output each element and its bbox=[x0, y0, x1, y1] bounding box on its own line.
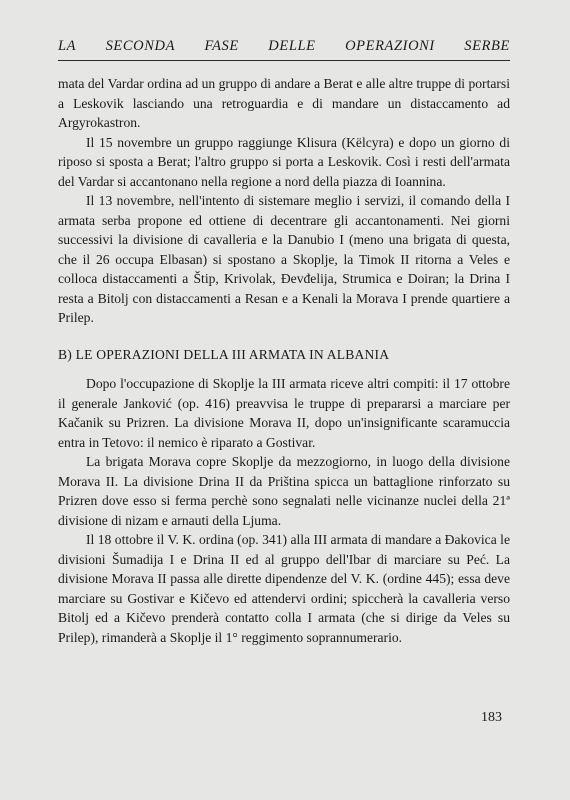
header-word: FASE bbox=[204, 38, 239, 54]
paragraph: Il 13 novembre, nell'intento di sistemare meglio i servizi, il comando della I armata serba propone ed ottiene di decentrare gli accantonamenti. Nei giorni successivi la divisione di cavalleria e la Danubio I (meno una brigata di questa, che il 26 occupa Elbasan) si spostano a Skoplje, la Timok II ritorna a Veles e colloca distaccamenti a Štip, Krivolak, Đevđelija, Strumica e Doiran; la Drina I resta a Bitolj con distaccamenti a Resan e a Kenali la Morava I prende quartiere a Prilep. bbox=[58, 193, 510, 325]
header-rule bbox=[58, 60, 510, 61]
section-heading: B) LE OPERAZIONI DELLA III ARMATA IN ALBANIA bbox=[58, 346, 390, 362]
paragraph: Dopo l'occupazione di Skoplje la III armata riceve altri compiti: il 17 ottobre il generale Janković (op. 416) preavvisa le truppe di prepararsi a marciare per Kačanik su Prizren. La divisione Morava II, dopo un'insignificante scaramuccia entra in Tetovo: il nemico è riparato a Gostivar. bbox=[58, 376, 510, 450]
paragraph: Il 15 novembre un gruppo raggiunge Klisura (Këlcyra) e dopo un giorno di riposo si sposta a Berat; l'altro gruppo si porta a Leskovik. Così i resti dell'armata del Vardar si accantonano nella regione a nord della piazza di Ioannina. bbox=[58, 134, 510, 189]
paragraph: Il 18 ottobre il V. K. ordina (op. 341) alla III armata di mandare a Đakovica le divisioni Šumadija I e Drina II ed al gruppo dell'Ibar di marciare su Peć. La divisione Morava II passa alle dirette dipendenze del V. K. (ordine 445); essa deve marciare su Gostivar e Kičevo ed attendervi ordini; spiccherà la cavalleria verso Bitolj ed a Kičevo prenderà contatto colla I armata (che si dirige da Veles su Prilep), rimanderà a Skoplje il 1° reggimento soprannumerario. bbox=[58, 532, 510, 645]
header-word: LA bbox=[58, 38, 77, 54]
header-word: DELLE bbox=[268, 38, 316, 54]
page-number: 183 bbox=[481, 710, 502, 725]
header-word: OPERAZIONI bbox=[345, 38, 435, 54]
paragraph: mata del Vardar ordina ad un gruppo di andare a Berat e alle altre truppe di portarsi a Leskovik lasciando una retroguardia e di mandare un distaccamento ad Argyrokastron. bbox=[58, 76, 510, 130]
page-body bbox=[58, 74, 510, 647]
paragraph: La brigata Morava copre Skoplje da mezzogiorno, in luogo della divisione Morava II. La divisione Drina II da Priština spicca un battaglione rinforzato su Prizren dove esso si ferma perchè sono segnalati nelle vicinanze nuclei della 21ª divisione di nizam e arnauti della Ljuma. bbox=[58, 454, 510, 528]
running-header bbox=[58, 38, 510, 55]
header-word: SERBE bbox=[464, 38, 510, 54]
header-word: SECONDA bbox=[105, 38, 176, 54]
